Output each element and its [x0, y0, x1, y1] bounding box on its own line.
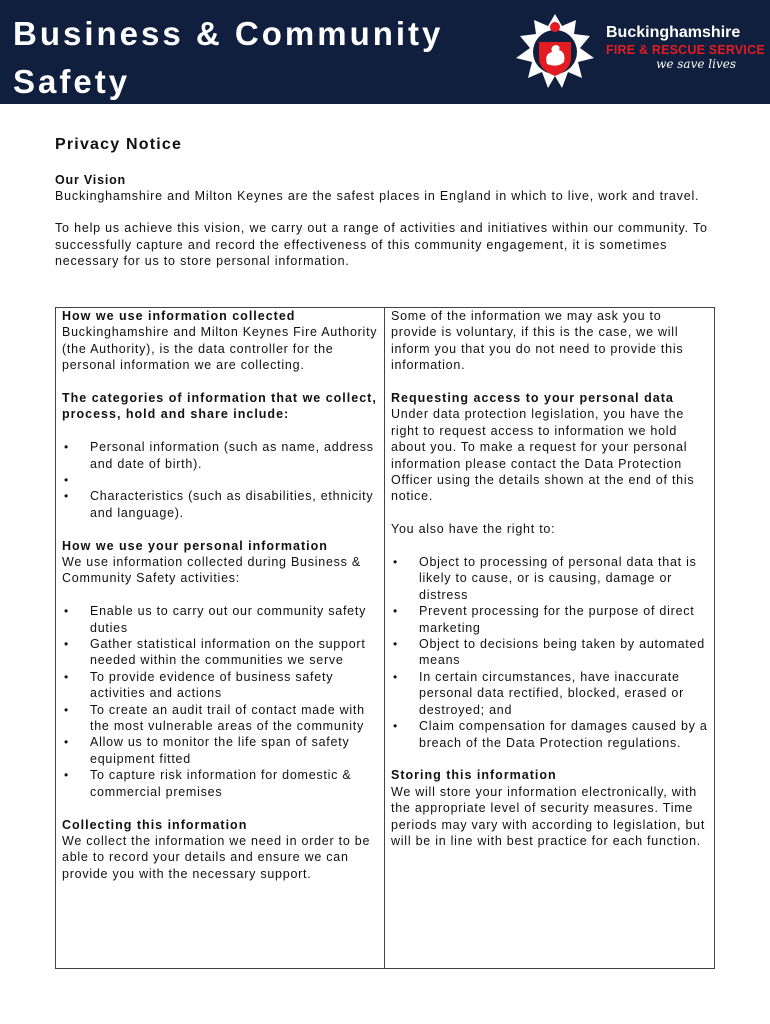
- page-header: [0, 0, 770, 104]
- section-text: Some of the information we may ask you to provide is voluntary, if this is the case, we will inform you that you do not need to provide this information.: [391, 309, 684, 373]
- section-title: Requesting access to your personal data: [391, 391, 674, 406]
- left-column: [56, 308, 385, 968]
- section-title: Storing this information: [391, 768, 557, 783]
- section-text: Under data protection legislation, you have the right to request access to information we hold about you. To make a request for your personal information please contact the Data Protection Officer using the details shown at the end of this notice.: [391, 407, 695, 504]
- section-title: Collecting this information: [62, 817, 248, 832]
- section-text: We will store your information electronically, with the appropriate level of security measures. Time periods may vary with according to legislation, but will be in line with best practice for each function.: [391, 784, 706, 848]
- section-title: How we use your personal information: [62, 538, 328, 553]
- privacy-table: [55, 307, 715, 969]
- rights-list: [391, 554, 708, 751]
- notice-title: Privacy Notice: [55, 136, 183, 153]
- uses-list: [62, 603, 378, 800]
- list-item: • Prevent processing for the purpose of direct marketing: [391, 603, 708, 636]
- right-column: [385, 308, 714, 968]
- title-line-2: Safety: [13, 63, 131, 100]
- vision-heading: Our Vision: [55, 173, 126, 187]
- section-text: You also have the right to:: [391, 522, 556, 537]
- list-item: • To provide evidence of business safety activities and actions: [62, 669, 378, 702]
- section-text: We collect the information we need in order to be able to record your details and ensure we can provide you with the necessary support.: [62, 833, 371, 881]
- fire-service-crest-icon: [514, 12, 596, 92]
- brand-subtitle: FIRE & RESCUE SERVICE: [606, 43, 765, 57]
- section-text: We use information collected during Business & Community Safety activities:: [62, 555, 361, 586]
- brand-name: Buckinghamshire: [606, 24, 741, 41]
- list-item: • Enable us to carry out our community safety duties: [62, 603, 378, 636]
- title-line-1: Business & Community: [13, 15, 444, 52]
- brand-tagline: we save lives: [656, 57, 736, 71]
- intro-text: To help us achieve this vision, we carry out a range of activities and initiatives within our community. To successfully capture and record the effectiveness of this community engagement, it is sometimes necessary for us to store personal information.: [55, 221, 708, 269]
- section-text: Buckinghamshire and Milton Keynes Fire Authority (the Authority), is the data controller for the personal information we are collecting.: [62, 325, 378, 373]
- list-item: • Allow us to monitor the life span of safety equipment fitted: [62, 734, 378, 767]
- list-item: • Personal information (such as name, address and date of birth).: [62, 439, 378, 472]
- vision-text: Buckinghamshire and Milton Keynes are the safest places in England in which to live, work and travel.: [55, 189, 700, 203]
- list-item: • Claim compensation for damages caused by a breach of the Data Protection regulations.: [391, 718, 708, 751]
- list-item: • Characteristics (such as disabilities, ethnicity and language).: [62, 488, 378, 521]
- list-item: • To capture risk information for domestic & commercial premises: [62, 767, 378, 800]
- list-item: • Object to decisions being taken by automated means: [391, 636, 708, 669]
- intro-section: [55, 130, 715, 270]
- page-title: [13, 10, 503, 106]
- brand-logo: [606, 24, 766, 70]
- section-title: The categories of information that we collect, process, hold and share include:: [62, 391, 377, 422]
- list-item: • In certain circumstances, have inaccurate personal data rectified, blocked, erased or destroyed; and: [391, 669, 708, 718]
- categories-list: [62, 439, 378, 521]
- section-title: How we use information collected: [62, 309, 296, 323]
- list-item: • Gather statistical information on the support needed within the communities we serve: [62, 636, 378, 669]
- list-item: • Object to processing of personal data that is likely to cause, or is causing, damage or distress: [391, 554, 708, 603]
- list-item: • To create an audit trail of contact made with the most vulnerable areas of the community: [62, 702, 378, 735]
